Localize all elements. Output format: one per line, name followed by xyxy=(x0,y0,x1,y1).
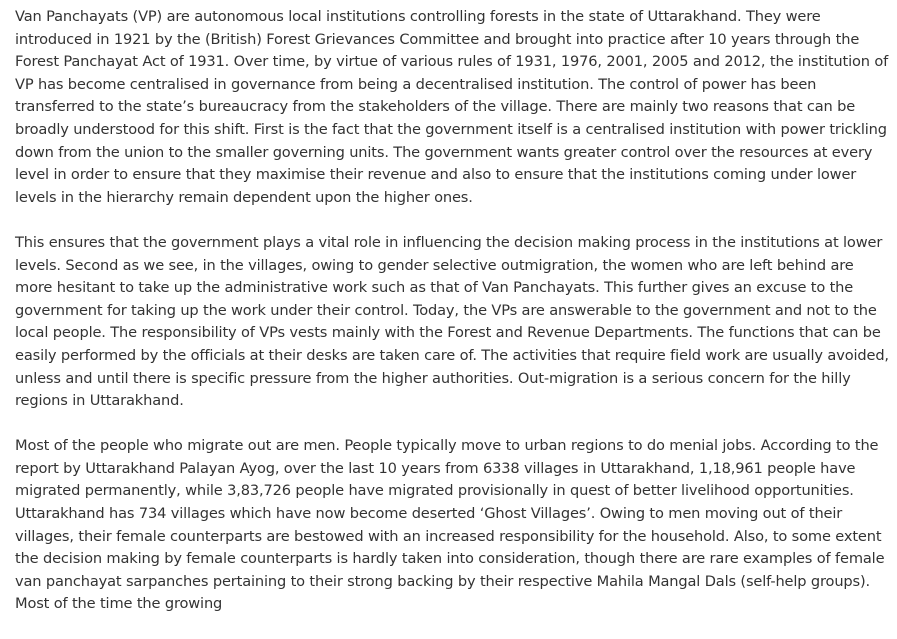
paragraph-van-panchayats-intro: Van Panchayats (VP) are autonomous local institutions controlling forests in the state of Uttarakhand. They were introduced in 1921 by the (British) Forest Grievances Committee and brought into practice after 10 years through the Forest Panchayat Act of 1931. Over time, by virtue of various rules of 1931, 1976, 2001, 2005 and 2012, the institution of VP has become centralised in governance from being a decentralised institution. The control of power has been transferred to the state’s bureaucracy from the stakeholders of the village. There are mainly two reasons that can be broadly understood for this shift. First is the fact that the government itself is a centralised institution with power trickling down from the union to the smaller governing units. The government wants greater control over the resources at every level in order to ensure that they maximise their revenue and also to ensure that the institutions coming under lower levels in the hierarchy remain dependent upon the higher ones. xyxy=(15,8,889,206)
paragraph-government-role: This ensures that the government plays a vital role in influencing the decision making process in the institutions at lower levels. Second as we see, in the villages, owing to gender selective outmigration, the women who are left behind are more hesitant to take up the administrative work such as that of Van Panchayats. This further gives an excuse to the government for taking up the work under their control. Today, the VPs are answerable to the government and not to the local people. The responsibility of VPs vests mainly with the Forest and Revenue Departments. The functions that can be easily performed by the officials at their desks are taken care of. The activities that require field work are usually avoided, unless and until there is specific pressure from the higher authorities. Out-migration is a serious concern for the hilly regions in Uttarakhand. xyxy=(15,233,889,410)
article-body xyxy=(15,6,893,639)
paragraph-migration: Most of the people who migrate out are men. People typically move to urban regions to do menial jobs. According to the report by Uttarakhand Palayan Ayog, over the last 10 years from 6338 villages in Uttarakhand, 1,18,961 people have migrated permanently, while 3,83,726 people have migrated provisionally in quest of better livelihood opportunities. Uttarakhand has 734 villages which have now become deserted ‘Ghost Villages’. Owing to men moving out of their villages, their female counterparts are bestowed with an increased responsibility for the household. Also, to some extent the decision making by female counterparts is hardly taken into consideration, though there are rare examples of female van panchayat sarpanches pertaining to their strong backing by their respective Mahila Mangal Dals (self-help groups). Most of the time the growing xyxy=(15,437,885,613)
